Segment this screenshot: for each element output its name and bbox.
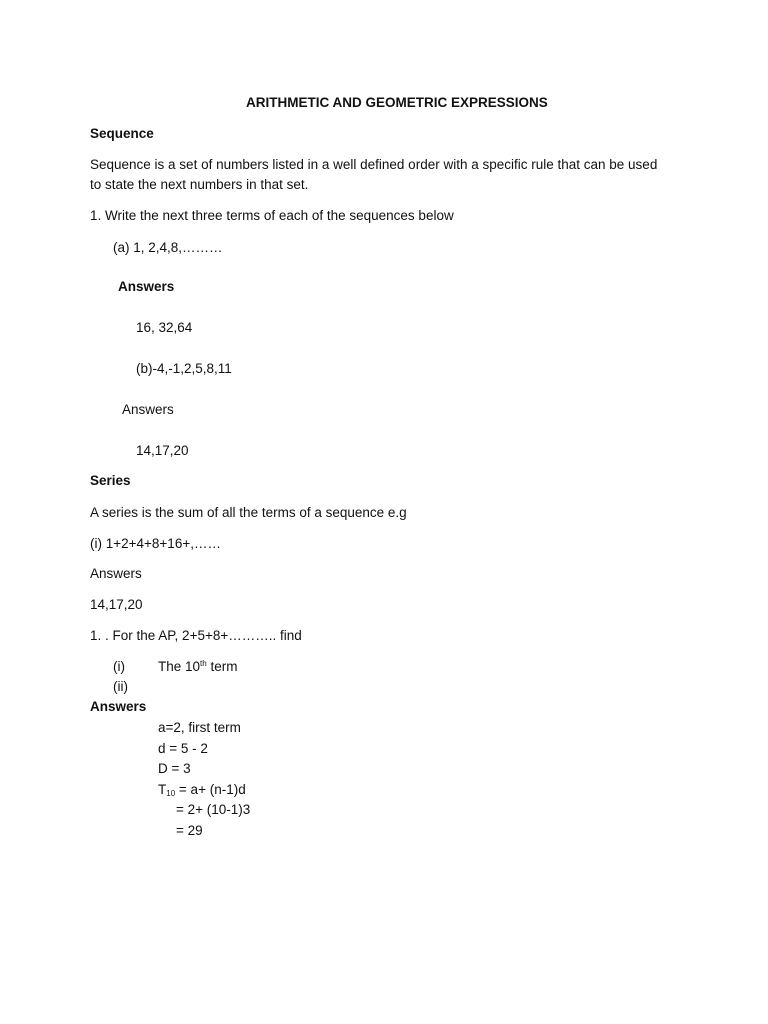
sequence-definition-line-1: Sequence is a set of numbers listed in a well defined order with a specific rule that can be used xyxy=(90,157,658,172)
work-step-2: = 2+ (10-1)3 xyxy=(176,802,251,817)
series-definition: A series is the sum of all the terms of a sequence e.g xyxy=(90,505,407,520)
work-a-line: a=2, first term xyxy=(158,720,241,735)
sequence-part-a: (a) 1, 2,4,8,……… xyxy=(113,240,223,255)
t-prefix: T xyxy=(158,782,167,797)
work-d-line: d = 5 - 2 xyxy=(158,741,208,756)
sequence-question: 1. Write the next three terms of each of the sequences below xyxy=(90,208,454,223)
item-i-superscript: th xyxy=(200,659,207,668)
item-i-label: (i) xyxy=(113,659,125,674)
answer-b: 14,17,20 xyxy=(136,443,189,458)
series-question: 1. . For the AP, 2+5+8+……….. find xyxy=(90,628,302,643)
series-answer: 14,17,20 xyxy=(90,597,143,612)
work-step-3: = 29 xyxy=(176,823,203,838)
item-i-text xyxy=(158,659,237,675)
item-i-text-post: term xyxy=(206,659,238,674)
series-heading: Series xyxy=(90,473,131,488)
work-t10-line xyxy=(158,782,246,798)
series-answers-label-2: Answers xyxy=(90,699,147,714)
answer-a: 16, 32,64 xyxy=(136,320,193,335)
page-title: ARITHMETIC AND GEOMETRIC EXPRESSIONS xyxy=(246,95,548,110)
t-formula: = a+ (n-1)d xyxy=(178,782,246,797)
item-ii-label: (ii) xyxy=(113,679,128,694)
item-i-text-pre: The 10 xyxy=(158,659,201,674)
t-subscript: 10 xyxy=(166,789,176,798)
series-example: (i) 1+2+4+8+16+,…… xyxy=(90,536,221,551)
sequence-definition-line-2: to state the next numbers in that set. xyxy=(90,177,309,192)
answers-label-a: Answers xyxy=(118,279,175,294)
series-answers-label: Answers xyxy=(90,566,142,581)
answers-label-b: Answers xyxy=(122,402,174,417)
sequence-part-b: (b)-4,-1,2,5,8,11 xyxy=(136,361,232,376)
sequence-heading: Sequence xyxy=(90,126,154,141)
work-D-line: D = 3 xyxy=(158,761,191,776)
